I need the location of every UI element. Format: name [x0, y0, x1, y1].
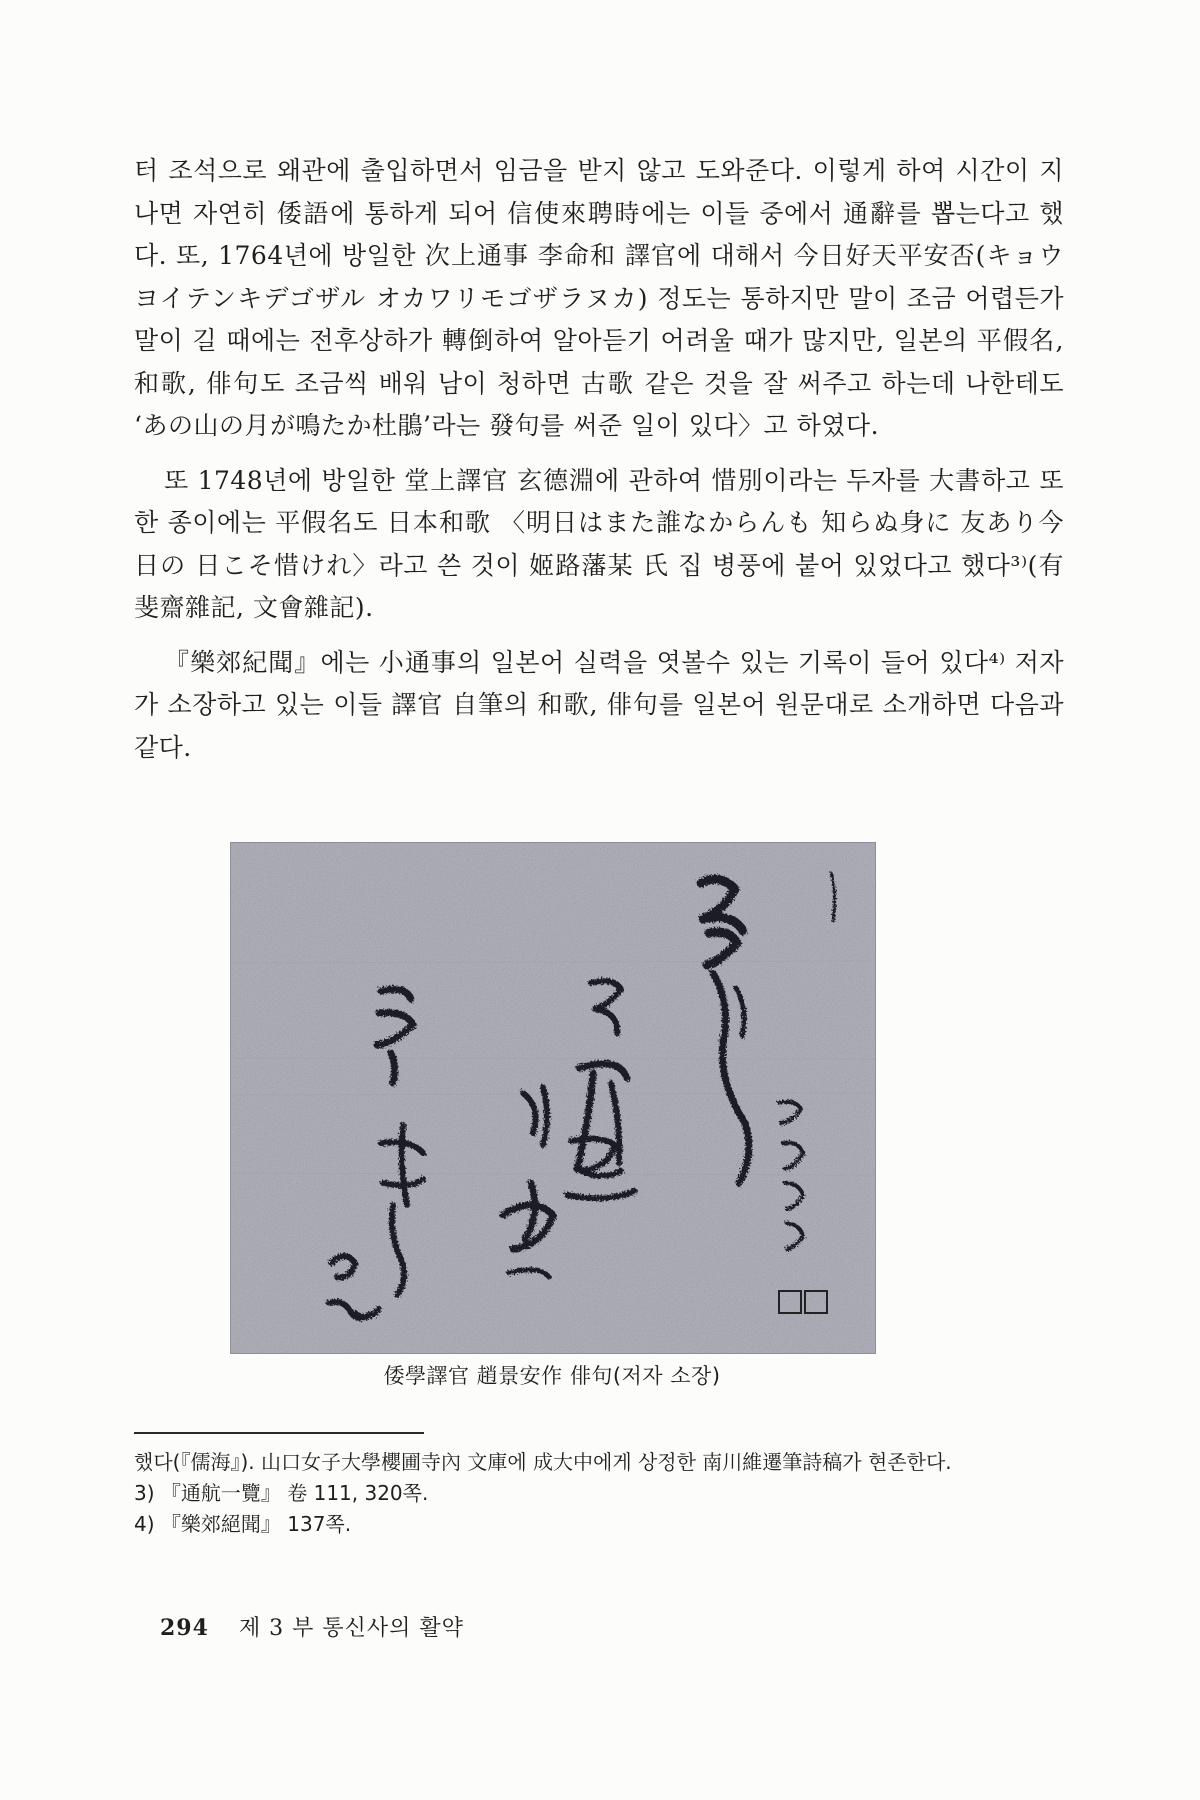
- footnotes: [134, 1447, 1064, 1540]
- calligraphy-photo: [230, 842, 876, 1354]
- page-footer: [160, 1611, 464, 1642]
- paragraph-1: 터 조석으로 왜관에 출입하면서 임금을 받지 않고 도와준다. 이렇게 하여 시간이 지나면 자연히 倭語에 통하게 되어 信使來聘時에는 이들 중에서 通辭를 뽑는다고 했다. 또, 1764년에 방일한 次上通事 李命和 譯官에 대해서 今日好天平安否(キョウヨイテンキデゴザル オカワリモゴザラヌカ) 정도는 통하지만 말이 조금 어렵든가 말이 길 때에는 전후상하가 轉倒하여 알아듣기 어려울 때가 많지만, 일본의 平假名, 和歌, 俳句도 조금씩 배워 남이 청하면 古歌 같은 것을 잘 써주고 하는데 나한테도 ‘あの山の月が鳴たか杜鵑’라는 發句를 써준 일이 있다〉고 하였다.: [134, 156, 1064, 440]
- paper-texture: [231, 843, 875, 1353]
- paragraph-3: 『樂郊紀聞』에는 小通事의 일본어 실력을 엿볼수 있는 기록이 들어 있다⁴⁾ 저자가 소장하고 있는 이들 譯官 自筆의 和歌, 俳句를 일본어 원문대로 소개하면 다음과 같다.: [134, 647, 1064, 762]
- footnote-4: 4) 『樂郊絕聞』 137쪽.: [134, 1512, 352, 1536]
- section-title: 제 3 부 통신사의 활약: [238, 1616, 464, 1641]
- paragraph-2: 또 1748년에 방일한 堂上譯官 玄德淵에 관하여 惜別이라는 두자를 大書하고 또 한 종이에는 平假名도 日本和歌 〈明日はまた誰なからんも 知らぬ身に 友あり今日の 日こそ惜けれ〉라고 쓴 것이 姬路藩某 氏 집 병풍에 붙어 있었다고 했다³⁾(有斐齋雜記, 文會雜記).: [134, 465, 1064, 622]
- body-text: [134, 150, 1064, 769]
- footnote-continuation: 했다(『儒海』). 山口女子大學櫻圃寺內 文庫에 成大中에게 상정한 南川維遷筆詩稿가 현존한다.: [134, 1450, 952, 1474]
- page-number: 294: [160, 1615, 209, 1641]
- figure-caption: 倭學譯官 趙景安作 俳句(저자 소장): [383, 1364, 721, 1388]
- calligraphy-image: [231, 843, 875, 1353]
- footnote-divider: [134, 1432, 424, 1434]
- footnote-3: 3) 『通航一覽』 卷 111, 320쪽.: [134, 1481, 429, 1505]
